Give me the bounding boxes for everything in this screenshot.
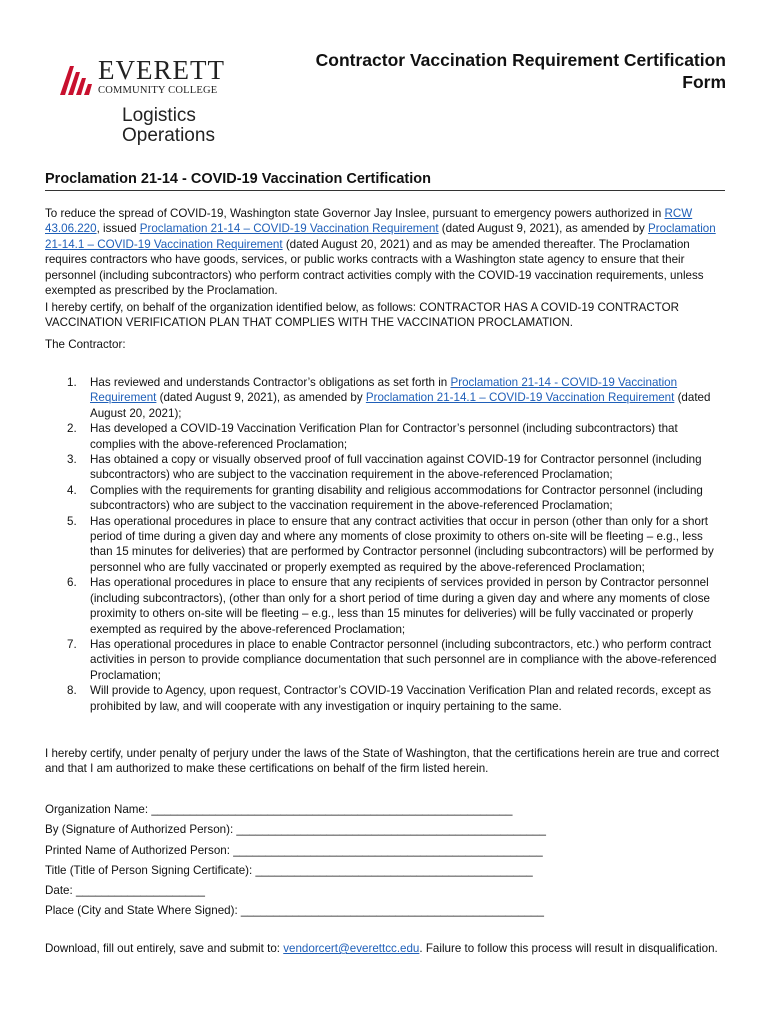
logo-department-line1: Logistics	[122, 105, 196, 126]
list-item-text: Has operational procedures in place to ensure that any contract activities that occur in person (other than only for a short period of time during a given day and where any moments of close proximity to others on-site will be fleeting – e.g., less than 15 minutes for deliveries) that are performed by Contractor personnel (including subcontractors) will be performed by personnel who are fully vaccinated or properly exempted as required by the above-referenced Proclamation;	[90, 514, 714, 574]
place-field[interactable]	[45, 901, 605, 921]
logo-department	[122, 106, 215, 146]
list-item-number: 4.	[67, 483, 77, 497]
list-item	[45, 452, 725, 483]
printed-name-field[interactable]	[45, 841, 605, 861]
list-item-text: Has operational procedures in place to ensure that any recipients of services provided in person by Contractor personnel (including subcontractors), (other than only for a short period of time during a given day and where any moments of close proximity to others on-site will be fleeting – e.g., less than 15 minutes for deliveries) will be fully vaccinated or properly exempted as required by the above-referenced Proclamation;	[90, 576, 710, 636]
college-logo-mark-icon	[56, 62, 98, 96]
list-item	[45, 683, 725, 714]
list-item-number: 6.	[67, 576, 77, 590]
logo-department-line2: Operations	[122, 125, 215, 146]
list-item-text: (dated August 9, 2021), as amended by	[156, 391, 366, 405]
field-label: Title (Title of Person Signing Certificate):	[45, 863, 256, 877]
section-divider	[45, 190, 725, 191]
form-title	[256, 49, 726, 93]
footer-text: . Failure to follow this process will result in disqualification.	[419, 942, 718, 955]
field-label: Place (City and State Where Signed):	[45, 904, 241, 918]
list-item-text: Will provide to Agency, upon request, Contractor’s COVID-19 Vaccination Verification Plan and related records, except as prohibited by law, and will cooperate with any investigation or inquiry pertaining to the same.	[90, 684, 712, 713]
logo-college-subname: COMMUNITY COLLEGE	[98, 85, 218, 96]
list-item-number: 3.	[67, 453, 77, 467]
item-proclamation-21-14-link[interactable]: Proclamation 21-14 - COVID-19 Vaccination Requirement	[90, 376, 678, 405]
field-blank-line[interactable]: _______________________________________________	[240, 904, 544, 918]
item-proclamation-21-14-1-link[interactable]: Proclamation 21-14.1 – COVID-19 Vaccination Requirement	[365, 391, 675, 405]
proclamation-21-14-1-link[interactable]: Proclamation 21-14.1 – COVID-19 Vaccination Requirement	[45, 222, 716, 251]
list-item-text: Has developed a COVID-19 Vaccination Verification Plan for Contractor’s personnel (including subcontractors) that complies with the above-referenced Proclamation;	[90, 422, 678, 451]
date-field[interactable]	[45, 881, 605, 901]
signature-fields	[45, 800, 605, 922]
footer-text: Download, fill out entirely, save and submit to:	[45, 942, 284, 955]
college-logo	[56, 54, 231, 149]
signature-field[interactable]	[45, 820, 605, 840]
list-item-text: Has obtained a copy or visually observed proof of full vaccination against COVID-19 for Contractor personnel (including subcontractors) who are subject to the vaccination requirement in the above-referenced Proclamation;	[90, 453, 702, 482]
field-blank-line[interactable]: ___________________________________________	[255, 863, 533, 877]
list-item-number: 5.	[67, 514, 77, 528]
intro-paragraph	[45, 206, 730, 298]
field-label: Organization Name:	[45, 803, 152, 816]
field-blank-line[interactable]: ________________________________________________________	[151, 803, 513, 816]
list-item	[45, 637, 725, 683]
list-item-number: 7.	[67, 637, 77, 651]
field-label: Printed Name of Authorized Person:	[45, 843, 234, 857]
intro-text-part3: (dated August 9, 2021), as amended by	[438, 222, 649, 236]
section-heading: Proclamation 21-14 - COVID-19 Vaccination Certification	[45, 171, 431, 187]
list-item	[45, 483, 725, 514]
field-blank-line[interactable]: ____________________	[75, 884, 205, 898]
logo-college-name: EVERETT	[98, 55, 225, 85]
intro-text-part2: , issued	[96, 222, 140, 236]
proclamation-21-14-link[interactable]: Proclamation 21-14 – COVID-19 Vaccination Requirement	[139, 222, 439, 236]
contractor-label: The Contractor:	[45, 338, 126, 351]
field-label: Date:	[45, 884, 76, 898]
list-item-number: 8.	[67, 684, 77, 698]
list-item-text: Has operational procedures in place to enable Contractor personnel (including subcontractors, etc.) who perform contract activities in person to provide compliance documentation that such personnel are in compliance with the above-referenced Proclamation;	[90, 637, 717, 682]
submission-instructions	[45, 941, 725, 956]
title-field[interactable]	[45, 861, 605, 881]
field-label: By (Signature of Authorized Person):	[45, 823, 237, 837]
field-blank-line[interactable]: ________________________________________________	[233, 843, 543, 857]
vendorcert-email-link[interactable]: vendorcert@everettcc.edu	[283, 942, 420, 955]
list-item-text: Has reviewed and understands Contractor’s obligations as set forth in	[90, 376, 451, 389]
list-item	[45, 575, 725, 637]
list-item-text: Complies with the requirements for granting disability and religious accommodations for Contractor personnel (including subcontractors) who are subject to the vaccination requirement in the above-referenced Proclamation;	[90, 483, 703, 513]
perjury-certification-paragraph: I hereby certify, under penalty of perjury under the laws of the State of Washington, that the certifications herein are true and correct and that I am authorized to make these certifications on behalf of the firm listed herein.	[45, 747, 720, 776]
list-item	[45, 375, 725, 421]
list-item	[45, 514, 725, 576]
organization-name-field[interactable]	[45, 800, 605, 820]
form-title-line1: Contractor Vaccination Requirement Certification	[315, 50, 726, 70]
list-item	[45, 421, 725, 452]
list-item-number: 1.	[67, 376, 77, 389]
intro-text-part1: To reduce the spread of COVID-19, Washington state Governor Jay Inslee, pursuant to emergency powers authorized in	[45, 207, 665, 220]
field-blank-line[interactable]: ________________________________________________	[236, 823, 546, 837]
list-item-text: (dated August 20, 2021);	[90, 391, 711, 420]
list-item-number: 2.	[67, 422, 77, 436]
contractor-obligations-list	[45, 375, 725, 714]
rcw-link[interactable]: RCW 43.06.220	[45, 207, 693, 236]
intro-text-part4: (dated August 20, 2021) and as may be amended thereafter. The Proclamation requires contractors who have goods, services, or public works contracts with a Washington state agency to ensure that their personnel (including subcontractors) who perform contract activities comply with the COVID-19 vaccination requirements, unless exempted as prescribed by the Proclamation.	[45, 237, 704, 298]
form-title-line2: Form	[682, 72, 726, 92]
certify-plan-paragraph: I hereby certify, on behalf of the organization identified below, as follows: CONTRACTOR HAS A COVID-19 CONTRACTOR VACCINATION VERIFICATION PLAN THAT COMPLIES WITH THE VACCINATION PROCLAMATION.	[45, 301, 680, 330]
